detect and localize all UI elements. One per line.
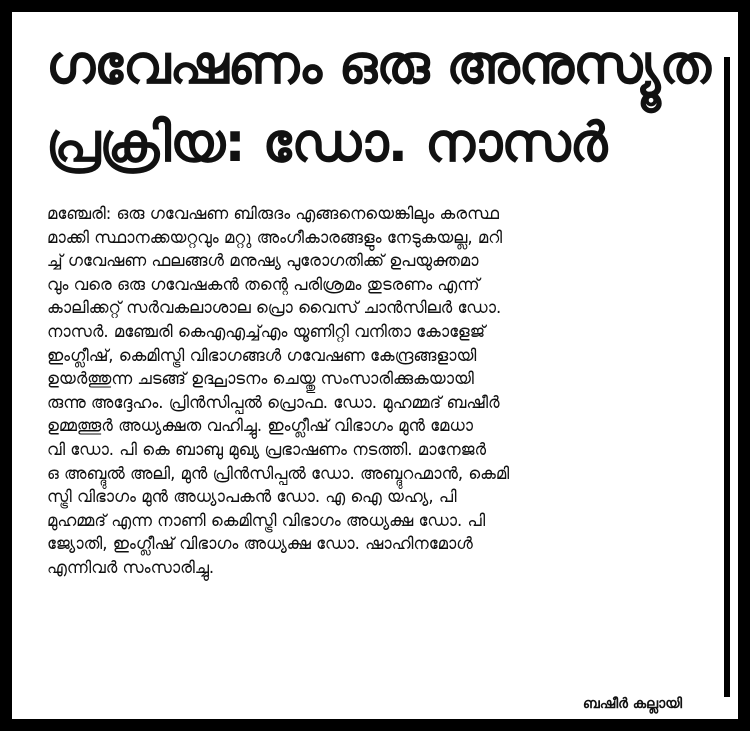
body-line: മുഹമ്മദ് എന്ന നാണി കെമിസ്ട്രി വിഭാഗം അധ്യക്ഷ ഡോ. പി	[47, 510, 486, 530]
body-line: മഞ്ചേരി: ഒരു ഗവേഷണ ബിരുദം എങ്ങനെയെങ്കിലും കരസ്ഥ	[47, 204, 499, 223]
body-line: സ്ട്രി വിഭാഗം മുൻ അധ്യാപകൻ ഡോ. എ ഐ യഹ്യ, പി	[47, 487, 457, 507]
article-body	[47, 202, 712, 580]
body-line: ജ്യോതി, ഇംഗ്ലീഷ് വിഭാഗം അധ്യക്ഷ ഡോ. ഷാഹിനമോൾ	[47, 534, 473, 554]
byline: ബഷീർ കല്ലായി	[582, 696, 682, 712]
body-line: ഇംഗ്ലീഷ്, കെമിസ്ട്രി വിഭാഗങ്ങൾ ഗവേഷണ കേന്ദ്രങ്ങളായി	[47, 345, 477, 365]
headline-line-1: ഗവേഷണം ഒരു അനുസ്യൂത	[46, 33, 710, 96]
column-rule	[724, 57, 730, 697]
body-line: ഉമ്മത്തൂർ അധ്യക്ഷത വഹിച്ചു. ഇംഗ്ലീഷ് വിഭാഗം മുൻ മേധാ	[47, 416, 473, 436]
headline	[46, 26, 710, 182]
news-clipping	[12, 12, 738, 719]
body-line: എന്നിവർ സംസാരിച്ചു.	[47, 557, 215, 577]
body-line: മാക്കി സ്ഥാനക്കയറ്റവും മറ്റു അംഗീകാരങ്ങളും നേടുകയല്ല, മറി	[47, 227, 503, 247]
body-line: ച്ച് ഗവേഷണ ഫലങ്ങൾ മനുഷ്യ പുരോഗതിക്ക് ഉപയുക്തമാ	[47, 251, 479, 271]
body-line: രുന്നു അദ്ദേഹം. പ്രിൻസിപ്പൽ പ്രൊഫ. ഡോ. മുഹമ്മദ് ബഷീർ	[47, 392, 500, 412]
body-line: വി ഡോ. പി കെ ബാബു മുഖ്യ പ്രഭാഷണം നടത്തി. മാനേജർ	[47, 439, 487, 459]
headline-line-2: പ്രക്രിയ: ഡോ. നാസർ	[46, 111, 607, 174]
body-line: ഒ അബ്ദുൽ അലി, മുൻ പ്രിൻസിപ്പൽ ഡോ. അബ്ദുറഹ്മാൻ, കെമി	[47, 463, 510, 483]
body-line: ഉയർത്തുന്ന ചടങ്ങ് ഉദ്ഘാടനം ചെയ്തു സംസാരിക്കുകയായി	[47, 369, 474, 389]
body-line: നാസർ. മഞ്ചേരി കെഎഎച്ച്എം യൂണിറ്റി വനിതാ കോളേജ്	[47, 321, 486, 341]
body-line: വും വരെ ഒരു ഗവേഷകൻ തന്റെ പരിശ്രമം തുടരണം എന്ന്	[47, 274, 480, 294]
body-line: കാലിക്കറ്റ് സർവകലാശാല പ്രൊ വൈസ് ചാൻസിലർ ഡോ.	[47, 298, 502, 318]
